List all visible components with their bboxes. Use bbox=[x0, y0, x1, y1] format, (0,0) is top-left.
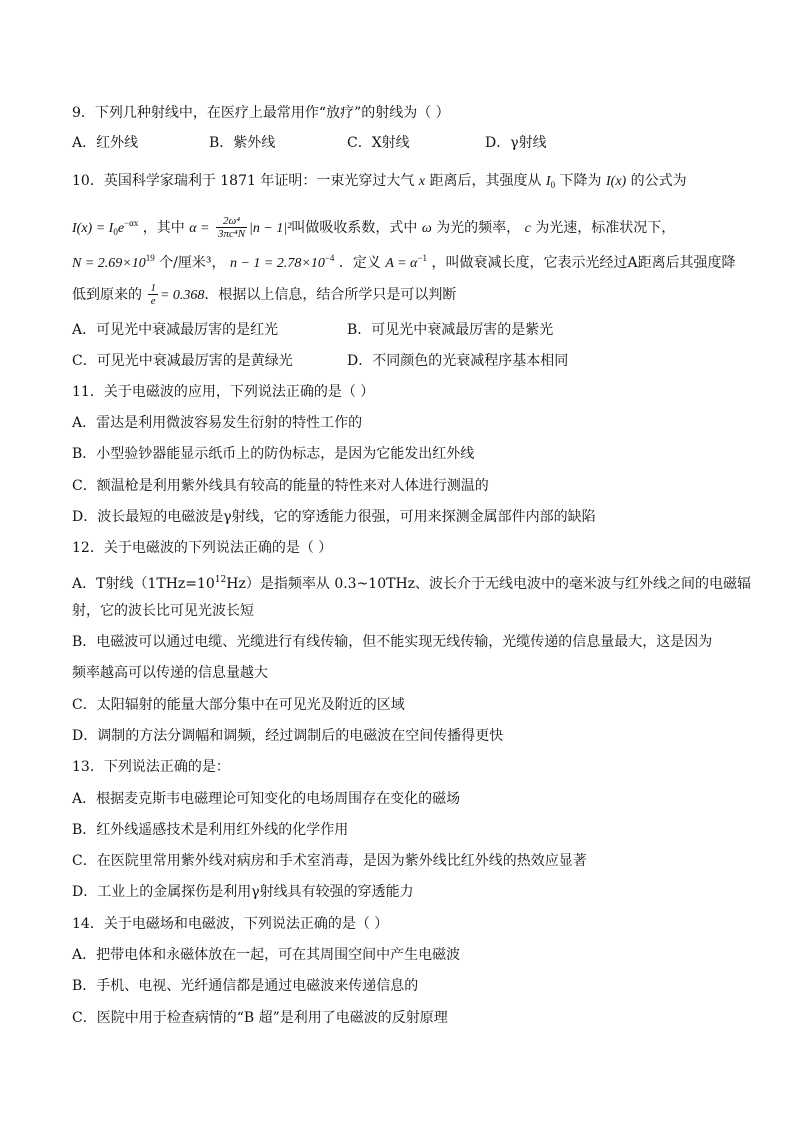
q11-option-b: B．小型验钞器能显示纸币上的防伪标志，是因为它能发出红外线 bbox=[72, 446, 475, 462]
q12-option-b-cont: 频率越高可以传递的信息量越大 bbox=[72, 665, 268, 681]
fraction-denominator: 3πc⁴N bbox=[217, 228, 246, 240]
q10-text: 下降为 bbox=[559, 173, 602, 189]
q10-intensity-formula: $I(x) = I_0e^{-\alpha x}$ bbox=[72, 218, 139, 237]
q10-c: c bbox=[524, 221, 531, 236]
q10-text: 10．英国科学家瑞利于 1871 年证明：一束光穿过大气 bbox=[72, 173, 415, 189]
q11-option-c: C．额温枪是利用紫外线具有较高的能量的特性来对人体进行测温的 bbox=[72, 478, 489, 494]
fraction-denominator: e bbox=[150, 295, 156, 307]
q10-text: ，叫做衰减长度，它表示光经过A距离后其强度降 bbox=[431, 255, 736, 271]
q10-value: = 0.368 bbox=[159, 288, 205, 303]
q10-option-c: C．可见光中衰减最厉害的是黄绿光 bbox=[72, 353, 293, 369]
q10-a-def: $A = \alpha^{-1}$ bbox=[385, 253, 427, 271]
q12-option-a-text: A．T射线（1THz=10 bbox=[72, 576, 215, 592]
q10-n-index: $n - 1 = 2.78\times 10^{-4}$ bbox=[229, 253, 335, 271]
q10-n-density: $N = 2.69\times 10^{19}$ bbox=[72, 253, 155, 271]
q9-stem: 9．下列几种射线中，在医疗上最常用作“放疗”的射线为（ ） bbox=[72, 105, 450, 121]
q10-var-ix: I(x) bbox=[606, 174, 627, 189]
q9-option-a: A．红外线 bbox=[72, 135, 139, 151]
q13-option-c: C．在医院里常用紫外线对病房和手术室消毒，是因为紫外线比红外线的热效应显著 bbox=[72, 853, 587, 869]
q10-var-x: x bbox=[418, 174, 426, 189]
q14-option-b: B．手机、电视、光纤通信都是通过电磁波来传递信息的 bbox=[72, 978, 419, 994]
q9-option-d: D．γ射线 bbox=[485, 135, 547, 151]
fraction-numerator: 1 bbox=[150, 282, 156, 294]
q12-option-a-text: Hz）是指频率从 0.3~10THz、波长介于无线电波中的毫米波与红外线之间的电磁辐 bbox=[226, 576, 752, 592]
q10-text: 距离后，其强度从 bbox=[429, 173, 542, 189]
q10-abs-term: |n − 1|² bbox=[249, 221, 292, 236]
q12-option-c: C．太阳辐射的能量大部分集中在可见光及附近的区域 bbox=[72, 697, 405, 713]
q11-option-a: A．雷达是利用微波容易发生衍射的特性工作的 bbox=[72, 415, 363, 431]
q10-one-over-e bbox=[148, 282, 158, 308]
q13-stem: 13．下列说法正确的是： bbox=[72, 759, 230, 775]
q11-stem: 11．关于电磁波的应用，下列说法正确的是（ ） bbox=[72, 384, 375, 400]
q10-line-4 bbox=[72, 280, 456, 311]
q10-text: 低到原来的 bbox=[72, 287, 142, 303]
q12-exponent: 12 bbox=[214, 575, 227, 585]
q10-text: 为光速，标准状况下， bbox=[535, 220, 676, 236]
q9-option-c: C．X射线 bbox=[347, 135, 410, 151]
q10-text: 个/厘米³， bbox=[159, 255, 226, 271]
q12-option-a bbox=[72, 570, 751, 594]
q14-option-a: A．把带电体和永磁体放在一起，可在其周围空间中产生电磁波 bbox=[72, 947, 461, 963]
q10-line-1 bbox=[72, 171, 687, 195]
q12-option-b: B．电磁波可以通过电缆、光缆进行有线传输，但不能实现无线传输，光缆传递的信息量最大，这是因为 bbox=[72, 634, 713, 650]
q13-option-a: A．根据麦克斯韦电磁理论可知变化的电场周围存在变化的磁场 bbox=[72, 791, 461, 807]
q13-option-b: B．红外线遥感技术是利用红外线的化学作用 bbox=[72, 822, 349, 838]
q10-omega: ω bbox=[421, 221, 432, 236]
q10-text: 的公式为 bbox=[630, 173, 687, 189]
q9-option-b: B．紫外线 bbox=[209, 135, 276, 151]
q10-option-b: B．可见光中衰减最厉害的是紫光 bbox=[347, 322, 554, 338]
q14-stem: 14．关于电磁场和电磁波，下列说法正确的是（ ） bbox=[72, 916, 389, 932]
q10-text: ，其中 bbox=[142, 220, 185, 236]
q10-option-a: A．可见光中衰减最厉害的是红光 bbox=[72, 322, 279, 338]
q11-option-d: D．波长最短的电磁波是γ射线，它的穿透能力很强，可用来探测金属部件内部的缺陷 bbox=[72, 509, 596, 525]
q10-text: ．根据以上信息，结合所学只是可以判断 bbox=[204, 287, 457, 303]
q10-line-3 bbox=[72, 248, 736, 274]
q10-option-d: D．不同颜色的光衰减程序基本相同 bbox=[347, 353, 569, 369]
q10-alpha: α = bbox=[189, 221, 210, 236]
q12-option-a-cont: 射，它的波长比可见光波长短 bbox=[72, 603, 254, 619]
q10-text: ．定义 bbox=[338, 255, 381, 271]
q14-option-c: C．医院中用于检查病情的“B 超”是利用了电磁波的反射原理 bbox=[72, 1010, 448, 1026]
q10-var-i0: $I_0$ bbox=[545, 174, 556, 190]
q13-option-d: D．工业上的金属探伤是利用γ射线具有较强的穿透能力 bbox=[72, 884, 414, 900]
q10-line-2 bbox=[72, 208, 675, 247]
q10-text: 为光的频率， bbox=[436, 220, 521, 236]
q12-stem: 12．关于电磁波的下列说法正确的是（ ） bbox=[72, 540, 333, 556]
q10-text: 叫做吸收系数，式中 bbox=[291, 220, 418, 236]
q12-option-d: D．调制的方法分调幅和调频，经过调制后的电磁波在空间传播得更快 bbox=[72, 728, 504, 744]
q10-alpha-fraction bbox=[216, 215, 247, 241]
fraction-numerator: 2ω⁴ bbox=[216, 215, 247, 228]
